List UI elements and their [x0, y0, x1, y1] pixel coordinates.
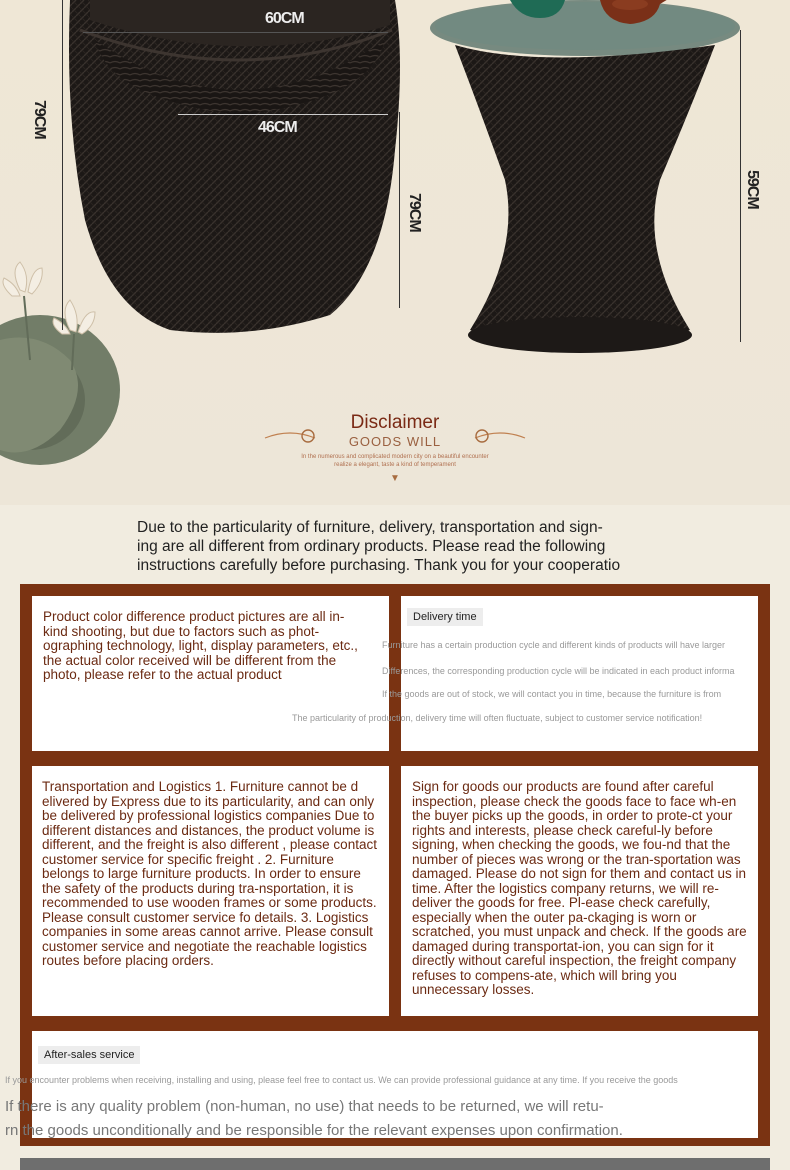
- disclaimer-tagline-2: realize a elegant, taste a kind of temperament: [334, 462, 456, 468]
- chair-inner-dim-line: [178, 114, 388, 115]
- after-sales-title: After-sales service: [38, 1046, 140, 1064]
- intro-line-3: instructions carefully before purchasing. Thank you for your cooperatio: [137, 557, 621, 574]
- after-sales-line-2: If there is any quality problem (non-human, no use) that needs to be returned, we will retu-: [5, 1098, 604, 1115]
- chair-left-dim-line: [62, 0, 63, 330]
- table-dim-line: [740, 30, 741, 342]
- intro-paragraph: [137, 518, 677, 575]
- chair-height-left: 79CM: [31, 100, 48, 139]
- after-sales-line-1: If you encounter problems when receiving, installing and using, please feel free to contact us. We can provide professional guidance at any time. If you receive the goods: [5, 1075, 678, 1085]
- sign-for-goods-text: Sign for goods our products are found after careful inspection, please check the goods face to face wh-en the buyer picks up the goods, in order to prote-ct your rights and interests, please check careful-ly before signing, when checking the goods, we fou-nd that the number of pieces was wrong or the tran-sportation was damaged. Please do not sign for them and contact us in time. After the logistics company returns, we will re-deliver the goods for free. Pl-ease check carefully, especially when the outer pa-ckaging is worn or scratched, you must unpack and check. If the goods are damaged during transportat-ion, you can sign for it directly without careful inspection, the freight company refuses to compens-ate, which will bring you unnecessary losses.: [412, 779, 747, 997]
- intro-line-2: ing are all different from ordinary products. Please read the following: [137, 538, 606, 555]
- intro-line-1: Due to the particularity of furniture, delivery, transportation and sign-: [137, 519, 603, 536]
- ornament-icon: [260, 418, 530, 448]
- delivery-line-2: Differences, the corresponding production cycle will be indicated in each product informa: [382, 666, 735, 676]
- delivery-line-4: The particularity of production, delivery time will often fluctuate, subject to customer service notification!: [292, 713, 703, 723]
- rattan-table: [430, 0, 740, 353]
- chair-inner-dim: 46CM: [258, 119, 297, 136]
- delivery-line-3: If the goods are out of stock, we will contact you in time, because the furniture is from: [382, 689, 722, 699]
- disclaimer-header: [260, 412, 530, 492]
- bottom-divider: [20, 1158, 770, 1170]
- rattan-chair: [69, 0, 400, 333]
- logistics-text: Transportation and Logistics 1. Furniture cannot be d elivered by Express due to its particularity, and can only be delivered by professional logistics companies Due to different distances and distances, the product volume is different, and the freight is also different , please contact customer service for specific freight . 2. Furniture belongs to large furniture products. In order to ensure the safety of the products during tra-nsportation, it is recommended to use wooden frames or some products. Please consult customer service fo details. 3. Logistics companies in some areas cannot arrive. Please consult customer service and negotiate the reachable logistics routes before placing orders.: [42, 779, 377, 968]
- chair-right-dim-line: [399, 112, 400, 308]
- delivery-line-1: Furniture has a certain production cycle and different kinds of products will have larger: [382, 640, 726, 650]
- disclaimer-title: Disclaimer: [350, 412, 440, 433]
- table-height: 59CM: [744, 170, 761, 209]
- sign-for-goods-card: [401, 766, 758, 1016]
- product-illustration: [0, 0, 790, 505]
- chair-height-right: 79CM: [406, 193, 423, 232]
- after-sales-line-3: rn the goods unconditionally and be responsible for the relevant expenses upon confirmation.: [5, 1122, 623, 1139]
- color-difference-text: Product color difference product pictures are all in-kind shooting, but due to factors such as phot-ographing technology, light, display parameters, etc., the actual color received will be different from the photo, please refer to the actual product: [43, 609, 358, 682]
- logistics-card: [32, 766, 389, 1016]
- chair-top-dim-line: [83, 32, 388, 33]
- chair-top-dim: 60CM: [265, 10, 304, 27]
- disclaimer-subtitle: GOODS WILL: [348, 434, 442, 449]
- color-difference-card: [32, 596, 389, 751]
- down-arrow-icon: ▼: [390, 473, 400, 484]
- delivery-time-title: Delivery time: [407, 608, 483, 626]
- lotus-decoration: [0, 262, 120, 465]
- disclaimer-tagline-1: In the numerous and complicated modern city on a beautiful encounter: [301, 454, 489, 460]
